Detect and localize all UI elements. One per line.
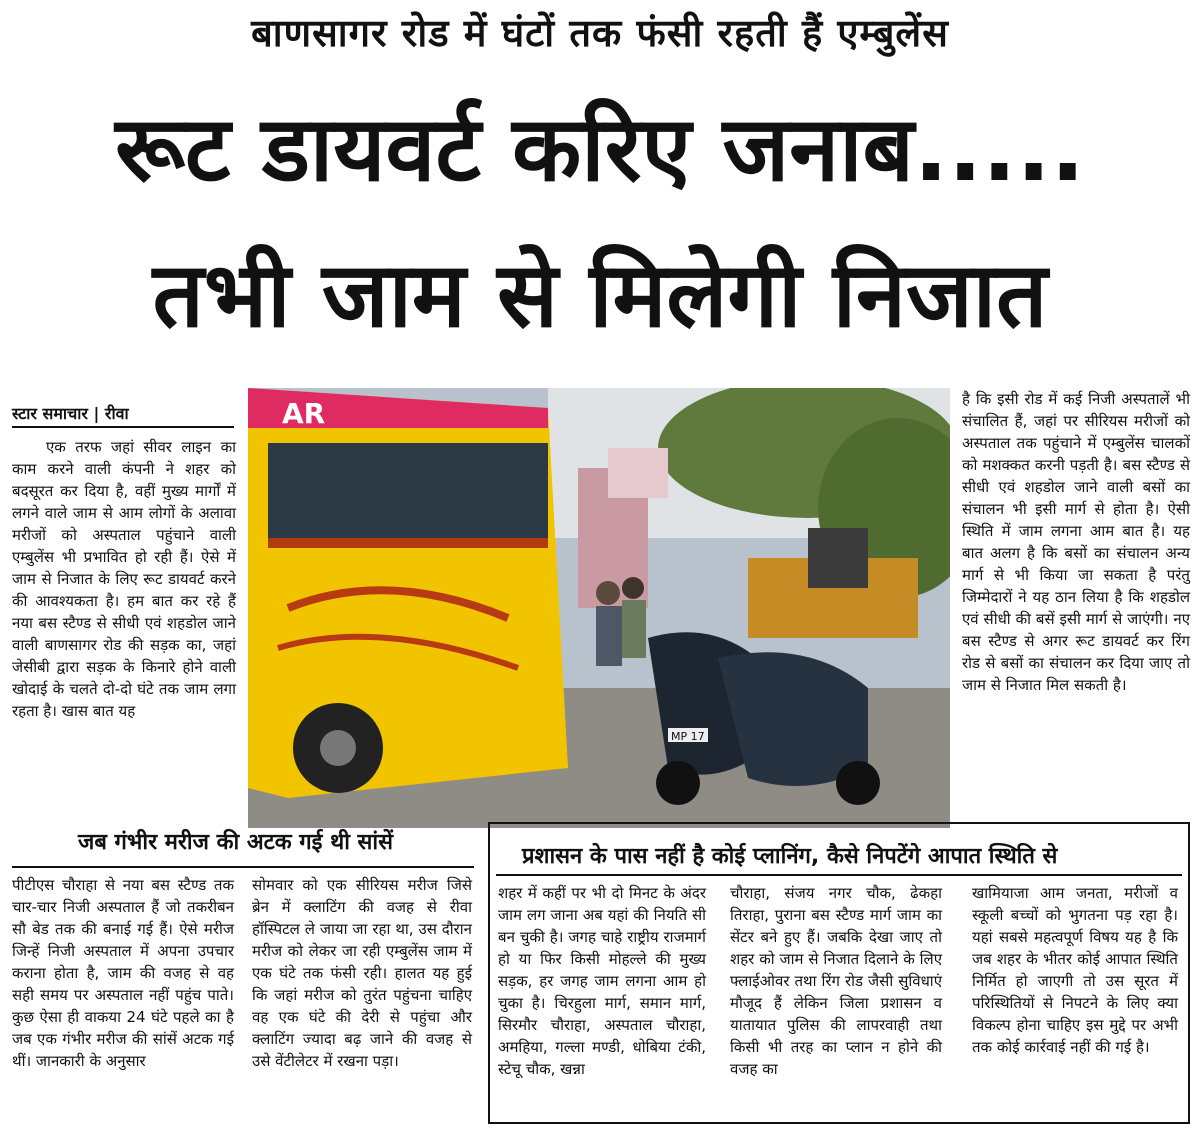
section2-column-3-text: खामियाजा आम जनता, मरीजों व स्कूली बच्चों को भुगतना पड़ रहा है। यहां सबसे महत्वपूर्ण विषय यह है कि जब शहर के भीतर कोई आपात स्थिति निर्मित हो जाएगी तो उस सूरत में परिस्थितियों से निपटने के लिए क्या विकल्प होना चाहिए इस मुद्दे पर अभी तक कोई कार्रवाई नहीं की गई है। — [972, 884, 1178, 1056]
main-headline-line2: तभी जाम से मिलेगी निजात — [152, 243, 1048, 348]
byline: स्टार समाचार | रीवा — [12, 404, 129, 423]
right-column-text: है कि इसी रोड में कई निजी अस्पतालें भी संचालित हैं, जहां पर सीरियस मरीजों को अस्पताल तक पहुंचाने में एम्बुलेंस चालकों को मशक्कत करनी पड़ती है। बस स्टैण्ड से सीधी एवं शहडोल जाने वाली बसों का संचालन भी इसी मार्ग से होता है। ऐसी स्थिति में जाम लगना आम बात है। यह बात अलग है कि बसों का संचालन अन्य मार्ग से भी किया जा सकता है परंतु जिम्मेदारों ने यह ठान लिया है कि शहडोल एवं सीधी की बसें इसी मार्ग से जाएंगी। नए बस स्टैण्ड से अगर रूट डायवर्ट कर रिंग रोड से बसों का संचालन कर दिया जाए तो जाम से निजात मिल सकती है। — [962, 390, 1190, 694]
section2-column-2-text: चौराहा, संजय नगर चौक, ढेकहा तिराहा, पुराना बस स्टैण्ड मार्ग जाम का सेंटर बने हुए हैं। जबकि देखा जाए तो शहर को जाम से निजात दिलाने के लिए फ्लाईओवर तथा रिंग रोड जैसी सुविधाएं मौजूद हैं लेकिन जिला प्रशासन व यातायात पुलिस की लापरवाही तथा किसी भी तरह का प्लान न होने की वजह का — [730, 884, 942, 1078]
traffic-jam-illustration — [248, 388, 950, 828]
section1-column-2-text: सोमवार को एक सीरियस मरीज जिसे ब्रेन में क्लाटिंग की वजह से रीवा हॉस्पिटल ले जाया जा रहा था, उस दौरान मरीज को लेकर जा रही एम्बुलेंस जाम में एक घंटे तक फंसी रही। हालत यह हुई कि जहां मरीज को तुरंत पहुंचना चाहिए वह एक घंटे की देरी से पहुंचा और क्लाटिंग ज्यादा बढ़ जाने की वजह से उसे वेंटीलेटर में रखना पड़ा। — [252, 876, 472, 1070]
byline-rule — [12, 426, 234, 428]
section1-rule — [12, 866, 474, 868]
section2-column-1-text: शहर में कहीं पर भी दो मिनट के अंदर जाम लग जाना अब यहां की नियति सी बन चुकी है। जगह चाहे राष्ट्रीय राजमार्ग हो या फिर किसी मोहल्ले की मुख्य सड़क, हर जगह जाम लगना आम हो चुका है। चिरहुला मार्ग, समान मार्ग, सिरमौर चौराहा, अस्पताल चौराहा, अमहिया, गल्ला मण्डी, धोबिया टंकी, स्टेचू चौक, खन्ना — [498, 884, 706, 1078]
section1-heading: जब गंभीर मरीज की अटक गई थी सांसें — [78, 830, 393, 855]
section1-column-2 — [252, 874, 472, 1072]
bus-sign-text: AR — [282, 397, 326, 430]
section2-heading: प्रशासन के पास नहीं है कोई प्लानिंग, कैसे निपटेंगे आपात स्थिति से — [522, 844, 1058, 869]
left-column — [12, 436, 236, 722]
scooter-plate-text: MP 17 — [671, 730, 705, 743]
right-column — [962, 388, 1190, 696]
section2-column-2 — [730, 882, 942, 1080]
news-photo — [248, 388, 950, 828]
main-headline-line1: रूट डायवर्ट करिए जनाब..... — [115, 97, 1085, 202]
section2-column-1 — [498, 882, 706, 1080]
kicker-headline: बाणसागर रोड में घंटों तक फंसी रहती हैं एम्बुलेंस — [251, 11, 949, 55]
left-column-text: एक तरफ जहां सीवर लाइन का काम करने वाली कंपनी ने शहर को बदसूरत कर दिया है, वहीं मुख्य मार्गों में लगने वाले जाम से आम लोगों के अलावा मरीजों को अस्पताल पहुंचाने वाली एम्बुलेंस भी प्रभावित हो रही हैं। ऐसे में जाम से निजात के लिए रूट डायवर्ट करने की आवश्यकता है। हम बात कर रहे हैं नया बस स्टैण्ड से सीधी एवं शहडोल जाने वाली बाणसागर रोड की सड़क का, जहां जेसीबी द्वारा सड़क के किनारे होने वाली खोदाई के चलते दो-दो घंटे तक जाम लगा रहता है। खास बात यह — [12, 438, 236, 720]
section1-column-1-text: पीटीएस चौराहा से नया बस स्टैण्ड तक चार-चार निजी अस्पताल हैं जो तकरीबन सौ बेड तक की बनाई गई हैं। ऐसे मरीज जिन्हें निजी अस्पताल में अपना उपचार कराना होता है, जाम की वजह से वह सही समय पर अस्पताल नहीं पहुंच पाते। कुछ ऐसा ही वाकया 24 घंटे पहले का है जब एक गंभीर मरीज की सांसें अटक गई थीं। जानकारी के अनुसार — [12, 876, 234, 1070]
section2-column-3 — [972, 882, 1178, 1058]
section2-rule — [496, 874, 1182, 876]
section1-column-1 — [12, 874, 234, 1072]
